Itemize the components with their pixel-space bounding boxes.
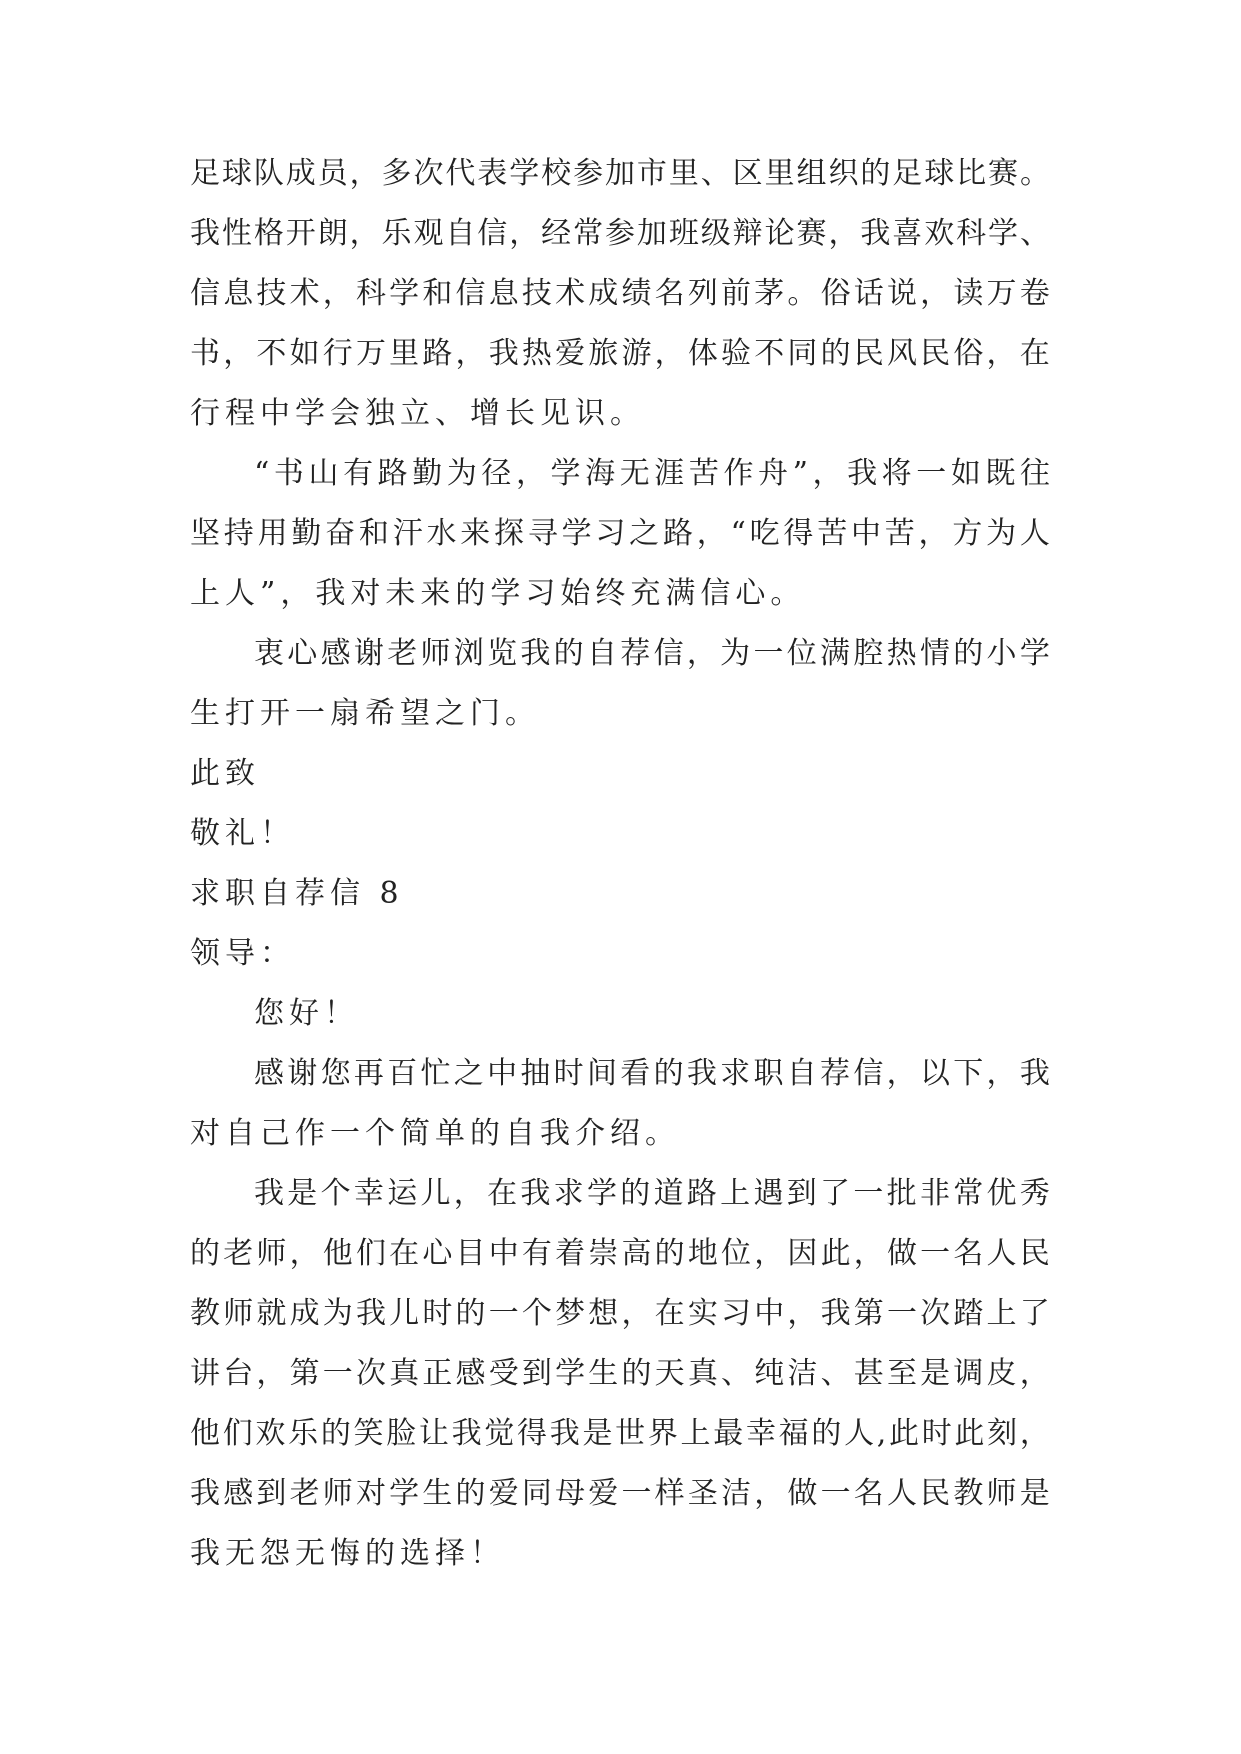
text-line: 足 球 队 成 员 ， 多 次 代 表 学 校 参 加 市 里 、 区 里 组 织 的 足 球 比 赛 。 [190, 156, 1050, 191]
text-line: 对自己作一个简单的自我介绍。 [190, 1116, 680, 1151]
text-line: 他 们 欢 乐 的 笑 脸 让 我 觉 得 我 是 世 界 上 最 幸 福 的 人 , 此 时 此 刻 ， [190, 1416, 1050, 1451]
text-line: 我无怨无悔的选择！ [190, 1536, 505, 1571]
document-body [190, 144, 1050, 1584]
text-line: 衷 心 感 谢 老 师 浏 览 我 的 自 荐 信 ， 为 一 位 满 腔 热 情 的 小 学 [254, 636, 1050, 671]
text-line: 您好！ [254, 996, 359, 1031]
text-line: 我 感 到 老 师 对 学 生 的 爱 同 母 爱 一 样 圣 洁 ， 做 一 名 人 民 教 师 是 [190, 1476, 1050, 1511]
text-line: 生打开一扇希望之门。 [190, 696, 540, 731]
text-line: 教 师 就 成 为 我 儿 时 的 一 个 梦 想 ， 在 实 习 中 ， 我 第 一 次 踏 上 了 [190, 1296, 1050, 1331]
text-line: 领导： [190, 936, 295, 971]
text-line: 的 老 师 ， 他 们 在 心 目 中 有 着 崇 高 的 地 位 ， 因 此 ， 做 一 名 人 民 [190, 1236, 1050, 1271]
text-line: 敬礼！ [190, 816, 295, 851]
text-line: 我 是 个 幸 运 儿 ， 在 我 求 学 的 道 路 上 遇 到 了 一 批 非 常 优 秀 [254, 1176, 1050, 1211]
text-line: 讲 台 ， 第 一 次 真 正 感 受 到 学 生 的 天 真 、 纯 洁 、 甚 至 是 调 皮 ， [190, 1356, 1050, 1391]
text-line: 我 性 格 开 朗 ， 乐 观 自 信 ， 经 常 参 加 班 级 辩 论 赛 ， 我 喜 欢 科 学 、 [190, 216, 1050, 251]
text-line: 行程中学会独立、增长见识。 [190, 396, 645, 431]
text-line: 信 息 技 术 ， 科 学 和 信 息 技 术 成 绩 名 列 前 茅 。 俗 话 说 ， 读 万 卷 [190, 276, 1050, 311]
text-line: 此致 [190, 756, 260, 791]
text-line: 上人”，我对未来的学习始终充满信心。 [190, 576, 806, 611]
text-line: 求职自荐信 8 [190, 876, 404, 911]
text-line: 感 谢 您 再 百 忙 之 中 抽 时 间 看 的 我 求 职 自 荐 信 ， 以 下 ， 我 [254, 1056, 1050, 1091]
text-line: 坚 持 用 勤 奋 和 汗 水 来 探 寻 学 习 之 路 ， “ 吃 得 苦 中 苦 ， 方 为 人 [190, 516, 1050, 551]
text-line: 书 ， 不 如 行 万 里 路 ， 我 热 爱 旅 游 ， 体 验 不 同 的 民 风 民 俗 ， 在 [190, 336, 1050, 371]
text-line: “ 书 山 有 路 勤 为 径 ， 学 海 无 涯 苦 作 舟 ” ， 我 将 一 如 既 往 [254, 456, 1050, 491]
